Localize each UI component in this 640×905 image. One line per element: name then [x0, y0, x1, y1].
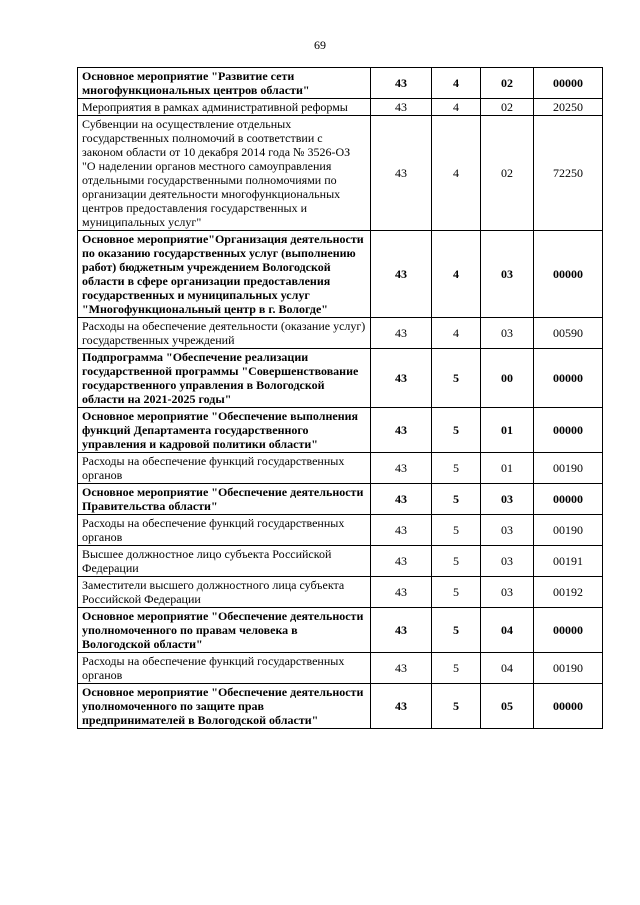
- code-cell-3: 03: [481, 577, 534, 608]
- code-cell-1: 43: [371, 515, 432, 546]
- code-cell-1: 43: [371, 608, 432, 653]
- table-row: [78, 349, 603, 408]
- name-cell: Основное мероприятие "Обеспечение деятельности уполномоченного по правам человека в Вологодской области": [78, 608, 371, 653]
- code-cell-2: 5: [432, 484, 481, 515]
- code-cell-2: 5: [432, 653, 481, 684]
- code-cell-2: 5: [432, 684, 481, 729]
- code-cell-2: 4: [432, 116, 481, 231]
- name-cell: Подпрограмма "Обеспечение реализации государственной программы "Совершенствование государственного управления в Вологодской области на 2021-2025 годы": [78, 349, 371, 408]
- code-cell-3: 04: [481, 608, 534, 653]
- code-cell-3: 00: [481, 349, 534, 408]
- code-cell-4: 20250: [534, 99, 603, 116]
- code-cell-4: 00190: [534, 453, 603, 484]
- name-cell: Расходы на обеспечение функций государственных органов: [78, 453, 371, 484]
- code-cell-3: 02: [481, 116, 534, 231]
- code-cell-4: 00191: [534, 546, 603, 577]
- code-cell-4: 00000: [534, 408, 603, 453]
- code-cell-1: 43: [371, 577, 432, 608]
- code-cell-1: 43: [371, 349, 432, 408]
- code-cell-4: 00000: [534, 684, 603, 729]
- name-cell: Высшее должностное лицо субъекта Российской Федерации: [78, 546, 371, 577]
- code-cell-2: 4: [432, 231, 481, 318]
- table-body: [78, 68, 603, 729]
- name-cell: Расходы на обеспечение функций государственных органов: [78, 653, 371, 684]
- code-cell-2: 4: [432, 68, 481, 99]
- code-cell-3: 04: [481, 653, 534, 684]
- name-cell: Основное мероприятие "Обеспечение выполнения функций Департамента государственного управления и кадровой политики области": [78, 408, 371, 453]
- name-cell: Расходы на обеспечение функций государственных органов: [78, 515, 371, 546]
- budget-table: [77, 67, 603, 729]
- name-cell: Заместители высшего должностного лица субъекта Российской Федерации: [78, 577, 371, 608]
- code-cell-1: 43: [371, 318, 432, 349]
- table-row: [78, 684, 603, 729]
- code-cell-1: 43: [371, 116, 432, 231]
- code-cell-2: 4: [432, 99, 481, 116]
- code-cell-4: 00000: [534, 231, 603, 318]
- code-cell-2: 5: [432, 577, 481, 608]
- code-cell-4: 72250: [534, 116, 603, 231]
- code-cell-2: 4: [432, 318, 481, 349]
- code-cell-4: 00000: [534, 484, 603, 515]
- name-cell: Основное мероприятие "Обеспечение деятельности уполномоченного по защите прав предпринимателей в Вологодской области": [78, 684, 371, 729]
- table-row: [78, 546, 603, 577]
- code-cell-4: 00190: [534, 653, 603, 684]
- code-cell-3: 03: [481, 515, 534, 546]
- table-row: [78, 231, 603, 318]
- code-cell-2: 5: [432, 515, 481, 546]
- name-cell: Основное мероприятие"Организация деятельности по оказанию государственных услуг (выполнению работ) бюджетным учреждением Вологодской области в сфере организации предоставления государственных и муниципальных услуг "Многофункциональный центр в г. Вологде": [78, 231, 371, 318]
- table-row: [78, 515, 603, 546]
- code-cell-2: 5: [432, 408, 481, 453]
- code-cell-2: 5: [432, 546, 481, 577]
- table-row: [78, 68, 603, 99]
- code-cell-3: 05: [481, 684, 534, 729]
- code-cell-3: 01: [481, 408, 534, 453]
- table-row: [78, 408, 603, 453]
- code-cell-4: 00000: [534, 349, 603, 408]
- code-cell-4: 00192: [534, 577, 603, 608]
- name-cell: Мероприятия в рамках административной реформы: [78, 99, 371, 116]
- code-cell-2: 5: [432, 453, 481, 484]
- code-cell-1: 43: [371, 68, 432, 99]
- code-cell-4: 00000: [534, 608, 603, 653]
- code-cell-2: 5: [432, 608, 481, 653]
- table-row: [78, 116, 603, 231]
- table-row: [78, 608, 603, 653]
- code-cell-3: 02: [481, 99, 534, 116]
- code-cell-4: 00190: [534, 515, 603, 546]
- name-cell: Расходы на обеспечение деятельности (оказание услуг) государственных учреждений: [78, 318, 371, 349]
- code-cell-4: 00000: [534, 68, 603, 99]
- code-cell-3: 03: [481, 318, 534, 349]
- code-cell-1: 43: [371, 546, 432, 577]
- code-cell-1: 43: [371, 99, 432, 116]
- code-cell-1: 43: [371, 231, 432, 318]
- page-number: 69: [314, 38, 326, 52]
- code-cell-3: 03: [481, 231, 534, 318]
- code-cell-2: 5: [432, 349, 481, 408]
- code-cell-3: 02: [481, 68, 534, 99]
- code-cell-1: 43: [371, 684, 432, 729]
- name-cell: Субвенции на осуществление отдельных государственных полномочий в соответствии с законом области от 10 декабря 2014 года № 3526-ОЗ "О наделении органов местного самоуправления отдельными государственными полномочиями по организации деятельности многофункциональных центров предоставления государственных и муниципальных услуг": [78, 116, 371, 231]
- table-row: [78, 484, 603, 515]
- code-cell-1: 43: [371, 484, 432, 515]
- table-row: [78, 318, 603, 349]
- code-cell-3: 03: [481, 484, 534, 515]
- code-cell-3: 03: [481, 546, 534, 577]
- code-cell-4: 00590: [534, 318, 603, 349]
- table-row: [78, 99, 603, 116]
- code-cell-1: 43: [371, 453, 432, 484]
- name-cell: Основное мероприятие "Обеспечение деятельности Правительства области": [78, 484, 371, 515]
- table-row: [78, 453, 603, 484]
- code-cell-1: 43: [371, 408, 432, 453]
- code-cell-3: 01: [481, 453, 534, 484]
- name-cell: Основное мероприятие "Развитие сети многофункциональных центров области": [78, 68, 371, 99]
- table-row: [78, 577, 603, 608]
- table-row: [78, 653, 603, 684]
- code-cell-1: 43: [371, 653, 432, 684]
